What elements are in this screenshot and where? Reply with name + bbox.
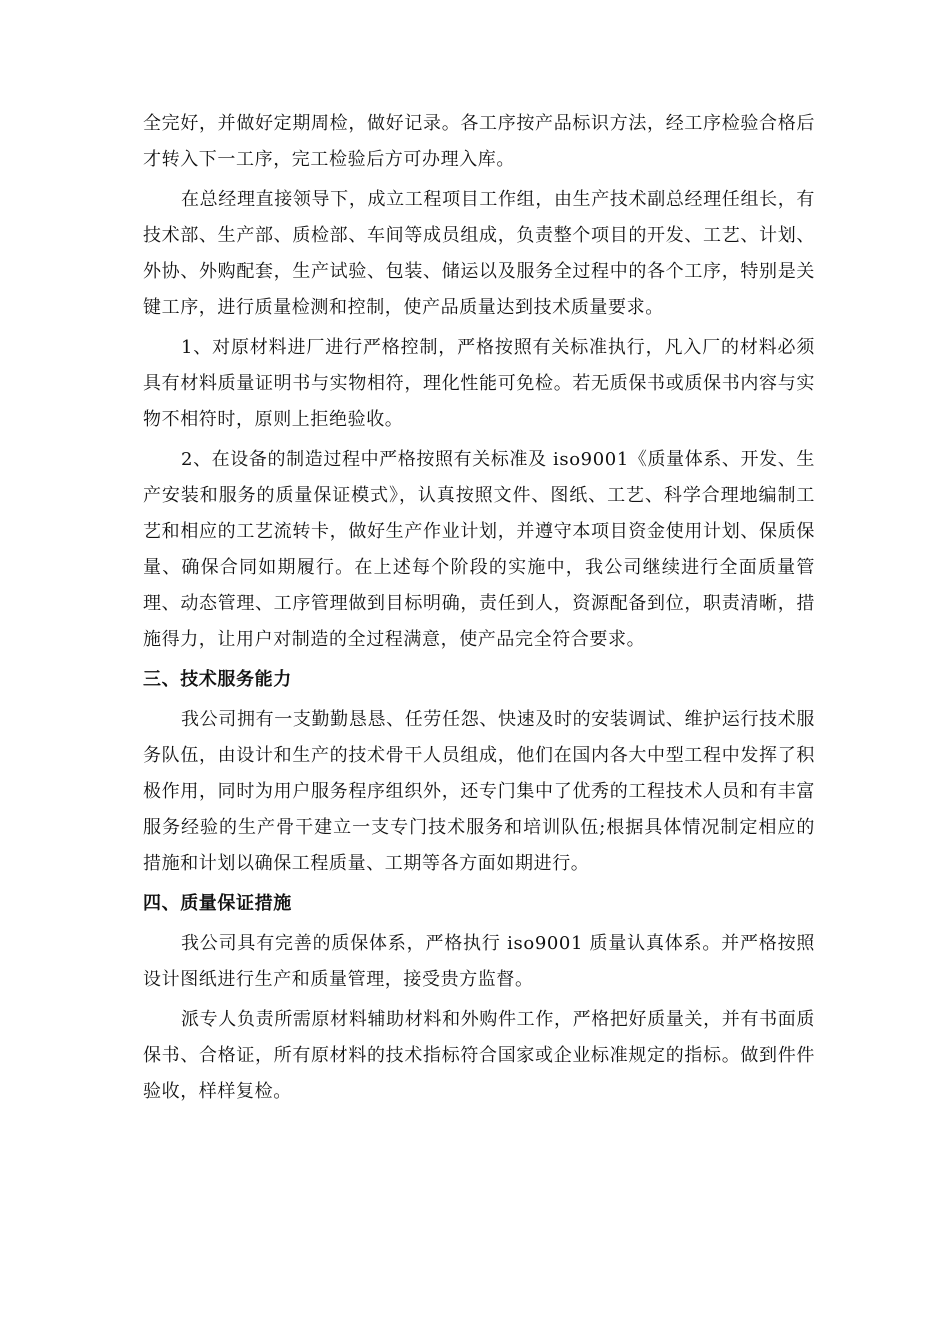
document-body bbox=[143, 106, 815, 1114]
section-heading-technical-service: 三、技术服务能力 bbox=[143, 669, 292, 690]
section-heading-quality-assurance: 四、质量保证措施 bbox=[143, 893, 292, 914]
paragraph-inspection-records: 全完好，并做好定期周检，做好记录。各工序按产品标识方法，经工序检验合格后才转入下一工序，完工检验后方可办理入库。 bbox=[143, 113, 815, 170]
paragraph-quality-system: 我公司具有完善的质保体系，严格执行 iso9001 质量认真体系。并严格按照设计图纸进行生产和质量管理，接受贵方监督。 bbox=[143, 933, 815, 990]
paragraph-service-team: 我公司拥有一支勤勤恳恳、任劳任怨、快速及时的安装调试、维护运行技术服务队伍，由设计和生产的技术骨干人员组成，他们在国内各大中型工程中发挥了积极作用，同时为用户服务程序组织外，还专门集中了优秀的工程技术人员和有丰富服务经验的生产骨干建立一支专门技术服务和培训队伍;根据具体情况制定相应的措施和计划以确保工程质量、工期等各方面如期进行。 bbox=[143, 709, 815, 874]
paragraph-raw-material-control: 1、对原材料进厂进行严格控制，严格按照有关标准执行，凡入厂的材料必须具有材料质量证明书与实物相符，理化性能可免检。若无质保书或质保书内容与实物不相符时，原则上拒绝验收。 bbox=[143, 337, 815, 430]
paragraph-material-acceptance: 派专人负责所需原材料辅助材料和外购件工作，严格把好质量关，并有书面质保书、合格证，所有原材料的技术指标符合国家或企业标准规定的指标。做到件件验收，样样复检。 bbox=[143, 1009, 815, 1102]
paragraph-manufacturing-process: 2、在设备的制造过程中严格按照有关标准及 iso9001《质量体系、开发、生产安装和服务的质量保证模式》，认真按照文件、图纸、工艺、科学合理地编制工艺和相应的工艺流转卡，做好生产作业计划，并遵守本项目资金使用计划、保质保量、确保合同如期履行。在上述每个阶段的实施中，我公司继续进行全面质量管理、动态管理、工序管理做到目标明确，责任到人，资源配备到位，职责清晰，措施得力，让用户对制造的全过程满意，使产品完全符合要求。 bbox=[143, 449, 815, 650]
paragraph-project-team: 在总经理直接领导下，成立工程项目工作组，由生产技术副总经理任组长，有技术部、生产部、质检部、车间等成员组成，负责整个项目的开发、工艺、计划、外协、外购配套，生产试验、包装、储运以及服务全过程中的各个工序，特别是关键工序，进行质量检测和控制，使产品质量达到技术质量要求。 bbox=[143, 189, 815, 318]
